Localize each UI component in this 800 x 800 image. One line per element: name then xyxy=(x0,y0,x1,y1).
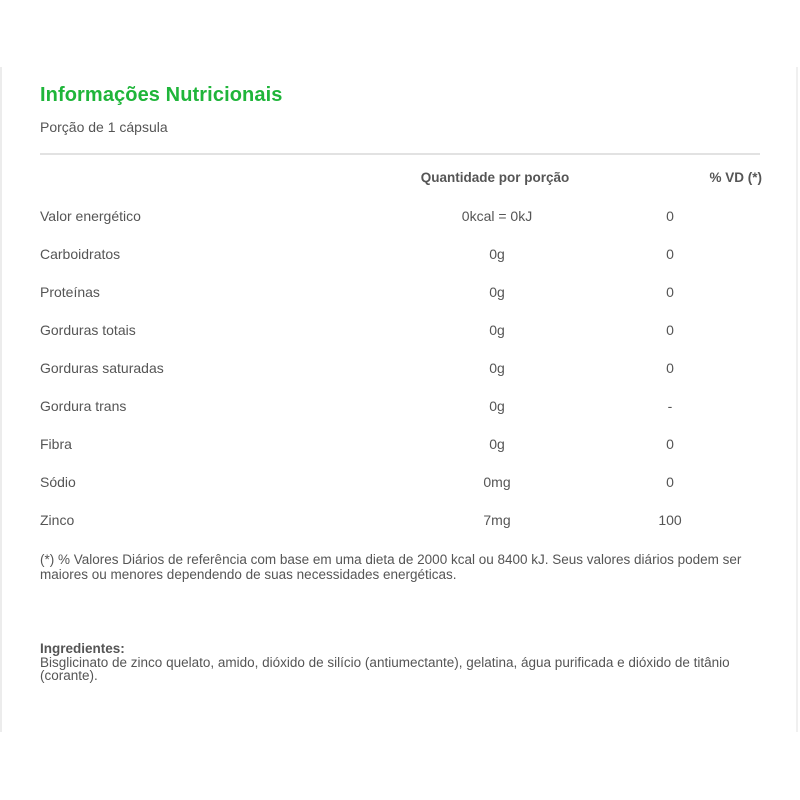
nutrient-name: Gorduras saturadas xyxy=(40,360,164,376)
nutrient-name: Valor energético xyxy=(40,208,141,224)
table-row xyxy=(40,246,762,284)
nutrient-quantity: 0g xyxy=(489,436,505,452)
nutrient-daily-value: 0 xyxy=(666,436,674,452)
nutrient-name: Gorduras totais xyxy=(40,322,136,338)
nutrient-quantity: 7mg xyxy=(483,512,511,528)
nutrition-table xyxy=(40,170,762,550)
footnote: (*) % Valores Diários de referência com base em uma dieta de 2000 kcal ou 8400 kJ. Seus valores diários podem ser maiores ou menores dependendo de suas necessidades energéticas. xyxy=(40,552,742,582)
table-row xyxy=(40,512,762,550)
nutrient-quantity: 0kcal = 0kJ xyxy=(461,208,533,224)
table-header xyxy=(40,170,762,208)
table-row xyxy=(40,474,762,512)
nutrient-name: Zinco xyxy=(40,512,75,528)
nutrient-daily-value: 0 xyxy=(666,360,674,376)
table-row xyxy=(40,208,762,246)
nutrient-daily-value: 0 xyxy=(666,284,674,300)
divider xyxy=(40,153,760,155)
ingredients-text: Bisglicinato de zinco quelato, amido, dióxido de silício (antiumectante), gelatina, água purificada e dióxido de titânio (corante). xyxy=(40,654,730,683)
table-row xyxy=(40,360,762,398)
nutrient-quantity: 0g xyxy=(489,398,505,414)
nutrient-quantity: 0g xyxy=(489,322,505,338)
nutrient-quantity: 0g xyxy=(489,284,505,300)
header-quantity: Quantidade por porção xyxy=(420,170,570,185)
nutrient-daily-value: 0 xyxy=(666,474,674,490)
portion-size: Porção de 1 cápsula xyxy=(40,119,168,135)
nutrient-name: Proteínas xyxy=(40,284,100,300)
nutrient-quantity: 0g xyxy=(489,360,505,376)
nutrient-daily-value: 0 xyxy=(666,322,674,338)
table-row xyxy=(40,436,762,474)
nutrient-name: Carboidratos xyxy=(40,246,121,262)
nutrient-quantity: 0mg xyxy=(483,474,511,490)
nutrient-name: Sódio xyxy=(40,474,76,490)
header-daily-value: % VD (*) xyxy=(709,170,762,185)
table-row xyxy=(40,322,762,360)
nutrient-daily-value: 0 xyxy=(666,246,674,262)
ingredients-section xyxy=(40,642,770,683)
nutrient-quantity: 0g xyxy=(489,246,505,262)
page-title: Informações Nutricionais xyxy=(40,84,283,106)
ingredients-label: Ingredientes: xyxy=(40,641,125,656)
nutrient-name: Gordura trans xyxy=(40,398,127,414)
nutrient-daily-value: 100 xyxy=(658,512,682,528)
nutrient-name: Fibra xyxy=(40,436,72,452)
table-row xyxy=(40,398,762,436)
nutrient-daily-value: - xyxy=(667,398,673,414)
table-row xyxy=(40,284,762,322)
nutrient-daily-value: 0 xyxy=(666,208,674,224)
